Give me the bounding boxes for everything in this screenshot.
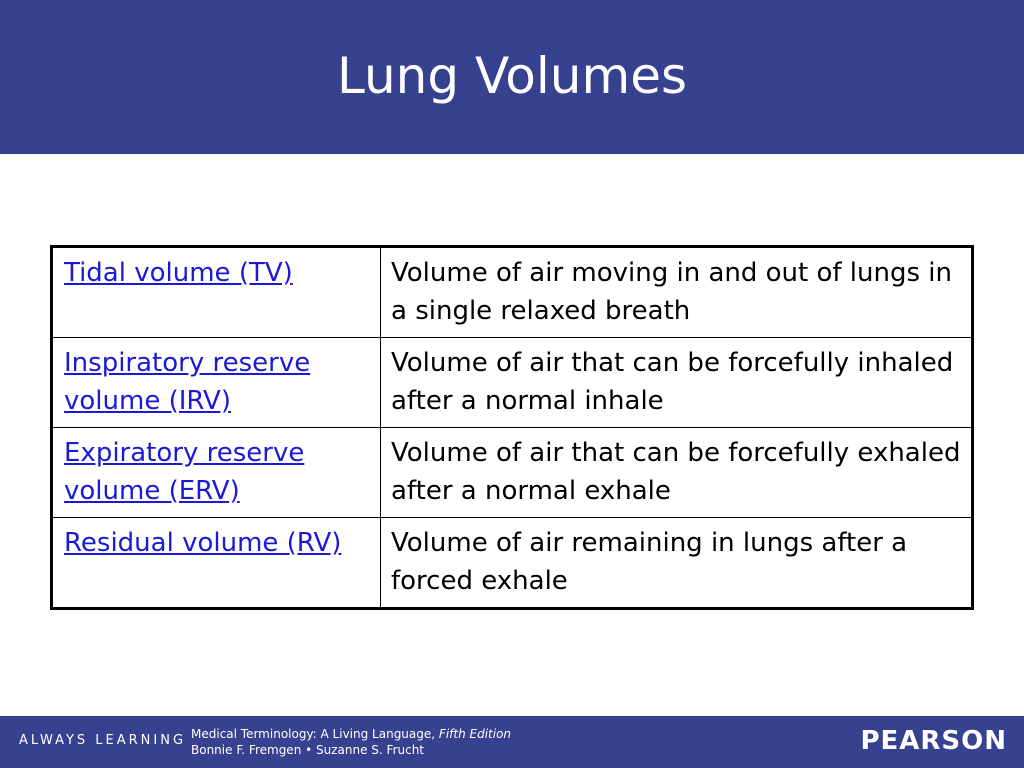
- term-cell: [52, 338, 381, 428]
- term-cell: [52, 428, 381, 518]
- term-link[interactable]: Inspiratory reserve volume (IRV): [64, 348, 311, 416]
- book-title-line: [191, 726, 511, 742]
- book-credit: [191, 726, 511, 758]
- definition-cell: Volume of air that can be forcefully exhaled after a normal exhale: [381, 428, 973, 518]
- footer-tagline: ALWAYS LEARNING: [19, 733, 187, 748]
- slide-title: Lung Volumes: [337, 47, 687, 105]
- pearson-logo: PEARSON: [860, 726, 1007, 756]
- term-link[interactable]: Expiratory reserve volume (ERV): [64, 438, 305, 506]
- book-title: Medical Terminology: A Living Language,: [191, 727, 436, 741]
- table-row: [52, 518, 973, 609]
- table-row: [52, 428, 973, 518]
- term-cell: [52, 247, 381, 338]
- term-link[interactable]: Residual volume (RV): [64, 528, 342, 558]
- lung-volumes-table: [50, 245, 974, 610]
- table-row: [52, 247, 973, 338]
- table-row: [52, 338, 973, 428]
- term-cell: [52, 518, 381, 609]
- definition-cell: Volume of air remaining in lungs after a forced exhale: [381, 518, 973, 609]
- definition-cell: Volume of air moving in and out of lungs in a single relaxed breath: [381, 247, 973, 338]
- term-link[interactable]: Tidal volume (TV): [64, 258, 293, 288]
- definition-cell: Volume of air that can be forcefully inhaled after a normal inhale: [381, 338, 973, 428]
- footer-bar: [0, 716, 1024, 768]
- book-authors: Bonnie F. Fremgen • Suzanne S. Frucht: [191, 743, 425, 757]
- title-banner: [0, 0, 1024, 154]
- book-edition: Fifth Edition: [438, 727, 512, 741]
